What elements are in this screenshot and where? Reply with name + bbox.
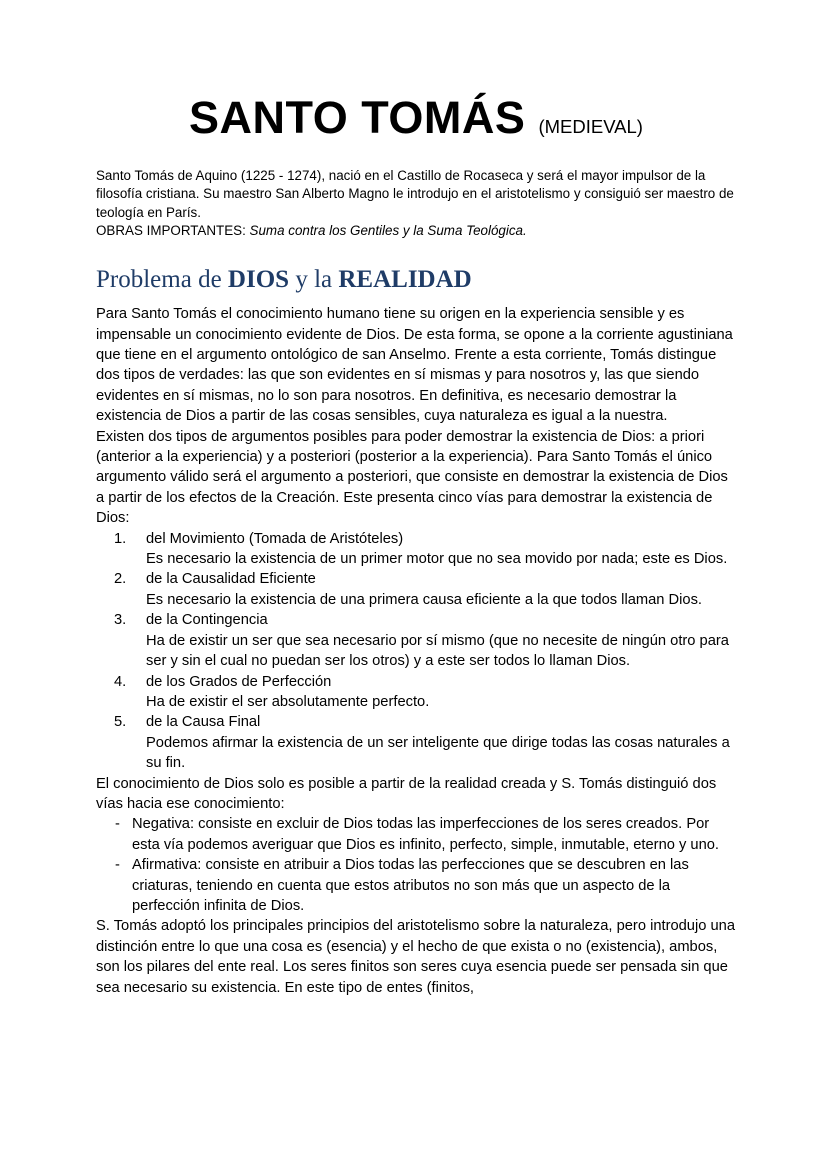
list-marker: 4.	[114, 673, 127, 690]
list-item-title: del Movimiento (Tomada de Aristóteles)	[146, 530, 404, 547]
list-item-description: Ha de existir un ser que sea necesario por sí mismo (que no necesite de ningún otro para ser y sin el cual no puedan ser los otros) y a este ser todos lo llaman Dios.	[146, 632, 729, 670]
page-title-suffix: (MEDIEVAL)	[538, 116, 643, 137]
list-item-title: de la Causalidad Eficiente	[146, 571, 316, 588]
dash-marker: -	[115, 857, 120, 874]
list-item	[96, 855, 736, 916]
heading-part-3: y la	[289, 266, 339, 294]
list-item	[96, 529, 736, 570]
intro-bio: Santo Tomás de Aquino (1225 - 1274), nació en el Castillo de Rocaseca y será el mayor impulsor de la filosofía cristiana. Su maestro San Alberto Magno le introdujo en el aristotelismo y consiguió ser maestro de teología en París.	[96, 168, 734, 220]
list-item-text: Negativa: consiste en excluir de Dios todas las imperfecciones de los seres creados. Por esta vía podemos averiguar que Dios es infinito, perfecto, simple, inmutable, eterno y uno.	[132, 816, 720, 853]
document-content	[96, 92, 736, 998]
list-item-title: de la Contingencia	[146, 612, 268, 629]
five-ways-list	[96, 529, 736, 774]
important-works-line	[96, 222, 736, 240]
list-item-description: Ha de existir el ser absolutamente perfecto.	[146, 693, 430, 710]
page-title-main: SANTO TOMÁS	[189, 92, 526, 143]
list-item	[96, 814, 736, 855]
list-marker: 1.	[114, 530, 127, 547]
two-ways-list	[96, 814, 736, 916]
list-item	[96, 610, 736, 671]
heading-part-dios: DIOS	[227, 266, 290, 294]
list-item-title: de la Causa Final	[146, 714, 261, 731]
list-item-description: Es necesario la existencia de un primer motor que no sea movido por nada; este es Dios.	[146, 551, 728, 568]
list-marker: 2.	[114, 571, 127, 588]
list-marker: 3.	[114, 612, 127, 629]
list-item-title: de los Grados de Perfección	[146, 673, 332, 690]
list-item-description: Podemos afirmar la existencia de un ser inteligente que dirige todas las cosas naturales a su fin.	[146, 734, 730, 772]
list-item-description: Es necesario la existencia de una primera causa eficiente a la que todos llaman Dios.	[146, 591, 702, 608]
section-heading	[96, 264, 736, 296]
list-marker: 5.	[114, 714, 127, 731]
section-body	[96, 304, 736, 998]
paragraph-origin-of-knowledge: Para Santo Tomás el conocimiento humano tiene su origen en la experiencia sensible y es impensable un conocimiento evidente de Dios. De esta forma, se opone a la corriente agustiniana que tiene en el argumento ontológico de san Anselmo. Frente a esta corriente, Tomás distingue dos tipos de verdades: las que son evidentes en sí mismas y para nosotros y, las que siendo evidentes en sí mismas, no lo son para nosotros. En definitiva, es necesario demostrar la existencia de Dios a partir de las cosas sensibles, cuya naturaleza es igual a la nuestra.	[96, 306, 733, 425]
important-works-titles: Suma contra los Gentiles y la Suma Teológica.	[249, 222, 527, 238]
intro-block	[96, 167, 736, 240]
list-item	[96, 672, 736, 713]
heading-part-1: Problema de	[96, 266, 228, 294]
list-item	[96, 569, 736, 610]
heading-part-realidad: REALIDAD	[338, 266, 472, 294]
paragraph-two-argument-types: Existen dos tipos de argumentos posibles para poder demostrar la existencia de Dios: a priori (anterior a la experiencia) y a posteriori (posterior a la experiencia). Para Santo Tomás el único argumento válido será el argumento a posteriori, que consiste en demostrar la existencia de Dios a partir de los efectos de la Creación. Este presenta cinco vías para demostrar la existencia de Dios:	[96, 428, 728, 527]
paragraph-essence-existence: S. Tomás adoptó los principales principios del aristotelismo sobre la naturaleza, pero introdujo una distinción entre lo que una cosa es (esencia) y el hecho de que exista o no (existencia), ambos, son los pilares del ente real. Los seres finitos son seres cuya esencia puede ser pensada sin que sea necesario su existencia. En este tipo de entes (finitos,	[96, 918, 735, 996]
paragraph-two-ways-intro: El conocimiento de Dios solo es posible a partir de la realidad creada y S. Tomás distinguió dos vías hacia ese conocimiento:	[96, 775, 717, 812]
page-title	[96, 92, 736, 153]
dash-marker: -	[115, 816, 120, 833]
list-item-text: Afirmativa: consiste en atribuir a Dios todas las perfecciones que se descubren en las criaturas, teniendo en cuenta que estos atributos no son más que un aspecto de la perfección infinita de Dios.	[132, 857, 689, 914]
important-works-label: OBRAS IMPORTANTES:	[96, 222, 246, 238]
list-item	[96, 712, 736, 773]
